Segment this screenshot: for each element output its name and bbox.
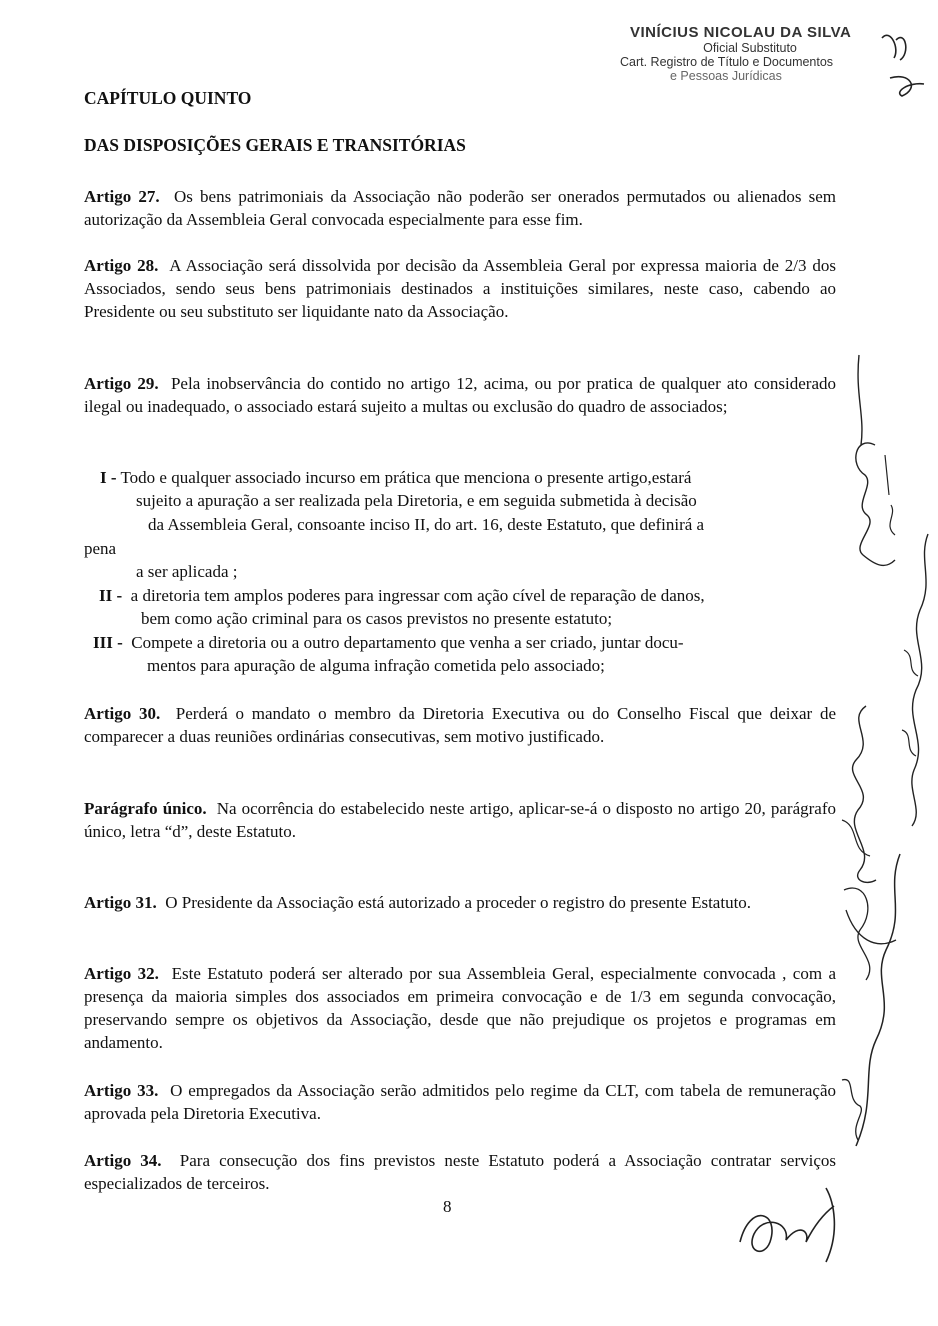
chapter-subtitle: DAS DISPOSIÇÕES GERAIS E TRANSITÓRIAS bbox=[84, 135, 466, 155]
article-33-label: Artigo 33. bbox=[84, 1081, 159, 1100]
item-ii-line1 bbox=[99, 584, 705, 607]
stamp-officer-role: Oficial Substituto bbox=[703, 41, 797, 55]
article-27-label: Artigo 27. bbox=[84, 187, 160, 206]
item-ii-numeral: II - bbox=[99, 586, 123, 605]
item-iii-line1 bbox=[93, 631, 684, 654]
article-32 bbox=[84, 962, 836, 1054]
article-29 bbox=[84, 372, 836, 418]
article-32-label: Artigo 32. bbox=[84, 964, 159, 983]
item-i-line1 bbox=[100, 466, 691, 489]
item-iii-text1: Compete a diretoria ou a outro departamento que venha a ser criado, juntar docu- bbox=[131, 633, 684, 652]
item-ii-text1: a diretoria tem amplos poderes para ingressar com ação cível de reparação de danos, bbox=[130, 586, 705, 605]
item-i-numeral: I - bbox=[100, 468, 117, 487]
stamp-officer-name: VINÍCIUS NICOLAU DA SILVA bbox=[630, 24, 852, 41]
stamp-office-line2: e Pessoas Jurídicas bbox=[670, 69, 782, 83]
paragraph-text: Na ocorrência do estabelecido neste artigo, aplicar-se-á o disposto no artigo 20, parágrafo único, letra “d”, deste Estatuto. bbox=[84, 799, 836, 841]
item-i-line5: a ser aplicada ; bbox=[136, 562, 238, 581]
article-31-label: Artigo 31. bbox=[84, 893, 157, 912]
stamp-initials-icon bbox=[880, 28, 930, 98]
article-30-text: Perderá o mandato o membro da Diretoria Executiva ou do Conselho Fiscal que deixar de comparecer a duas reuniões ordinárias consecutivas, sem motivo justificado. bbox=[84, 704, 837, 746]
article-34-label: Artigo 34. bbox=[84, 1151, 162, 1170]
initials-icon bbox=[730, 1182, 850, 1272]
article-34-text: Para consecução dos fins previstos neste Estatuto poderá a Associação contratar serviços especializados de terceiros. bbox=[84, 1151, 837, 1193]
item-i-line2: sujeito a apuração a ser realizada pela Diretoria, e em seguida submetida à decisão bbox=[136, 491, 697, 510]
article-32-text: Este Estatuto poderá ser alterado por sua Assembleia Geral, especialmente convocada , com a presença da maioria simples dos associados em primeira convocação e de 1/3 em segunda convocação, preservando sempre os objetivos da Associação, desde que não prejudique os projetos e programas em andamento. bbox=[84, 964, 836, 1052]
signature-1-icon bbox=[845, 355, 905, 585]
article-33 bbox=[84, 1079, 836, 1125]
signature-2-icon bbox=[898, 530, 938, 830]
page-number: 8 bbox=[443, 1197, 452, 1216]
paragraph-label: Parágrafo único. bbox=[84, 799, 207, 818]
chapter-title: CAPÍTULO QUINTO bbox=[84, 88, 252, 108]
article-27 bbox=[84, 185, 836, 231]
article-29-text: Pela inobservância do contido no artigo 12, acima, ou por pratica de qualquer ato considerado ilegal ou inadequado, o associado estará sujeito a multas ou exclusão do quadro de associados; bbox=[84, 374, 837, 416]
article-31-text: O Presidente da Associação está autorizado a proceder o registro do presente Estatuto. bbox=[165, 893, 752, 912]
article-31 bbox=[84, 891, 836, 914]
article-30 bbox=[84, 702, 836, 748]
registry-stamp bbox=[620, 24, 870, 83]
article-30-label: Artigo 30. bbox=[84, 704, 161, 723]
article-30-paragraph bbox=[84, 797, 836, 843]
article-34 bbox=[84, 1149, 836, 1195]
item-iii-line2: mentos para apuração de alguma infração cometida pelo associado; bbox=[147, 656, 605, 675]
article-33-text: O empregados da Associação serão admitidos pelo regime da CLT, com tabela de remuneração aprovada pela Diretoria Executiva. bbox=[84, 1081, 837, 1123]
item-i-text1: Todo e qualquer associado incurso em prática que menciona o presente artigo,estará bbox=[120, 468, 692, 487]
stamp-office-line1: Cart. Registro de Título e Documentos bbox=[620, 55, 834, 69]
signature-4-icon bbox=[836, 850, 916, 1150]
article-28-label: Artigo 28. bbox=[84, 256, 159, 275]
article-28 bbox=[84, 254, 836, 323]
item-i-line4: pena bbox=[84, 539, 117, 558]
article-29-label: Artigo 29. bbox=[84, 374, 159, 393]
article-28-text: A Associação será dissolvida por decisão da Assembleia Geral por expressa maioria de 2/3 dos Associados, sendo seus bens patrimoniais destinados a instituições similares, neste caso, cabendo ao Presidente ou seu substituto ser liquidante nato da Associação. bbox=[84, 256, 836, 321]
item-i-line3: da Assembleia Geral, consoante inciso II, do art. 16, deste Estatuto, que definirá a bbox=[148, 515, 705, 534]
item-iii-numeral: III - bbox=[93, 633, 123, 652]
article-27-text: Os bens patrimoniais da Associação não poderão ser onerados permutados ou alienados sem autorização da Assembleia Geral convocada especialmente para esse fim. bbox=[84, 187, 836, 229]
item-ii-line2: bem como ação criminal para os casos previstos no presente estatuto; bbox=[141, 609, 613, 628]
